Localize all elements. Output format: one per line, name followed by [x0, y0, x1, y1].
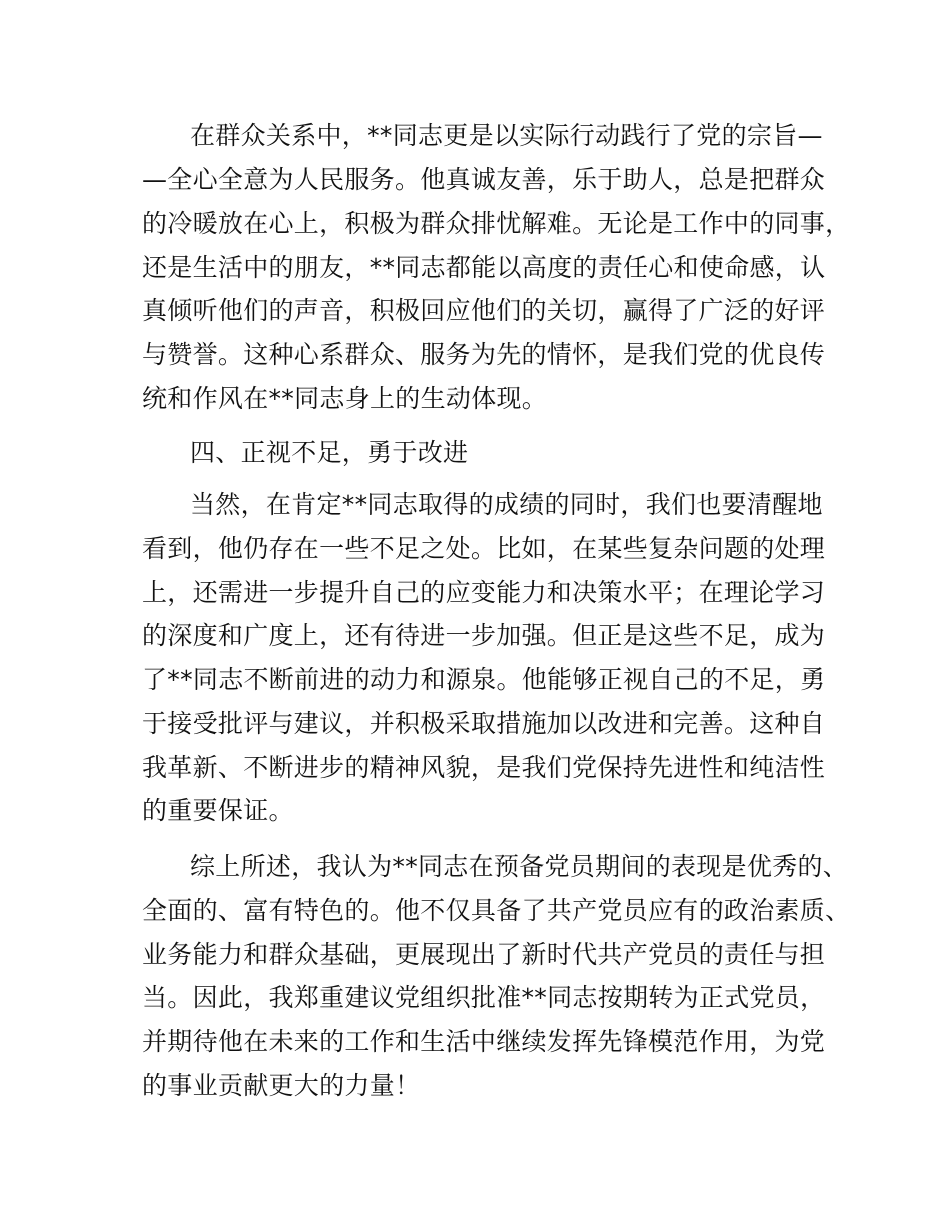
paragraph-3-line-1: 综上所述，我认为**同志在预备党员期间的表现是优秀的、: [190, 852, 849, 881]
paragraph-3-line-3: 业务能力和群众基础，更展现出了新时代共产党员的责任与担: [142, 940, 826, 969]
paragraph-2-line-5: 了**同志不断前进的动力和源泉。他能够正视自己的不足，勇: [142, 665, 826, 694]
paragraph-3-line-4: 当。因此，我郑重建议党组织批准**同志按期转为正式党员，: [142, 983, 826, 1012]
paragraph-3-line-6: 的事业贡献更大的力量！: [142, 1071, 421, 1100]
paragraph-1-line-6: 与赞誉。这种心系群众、服务为先的情怀，是我们党的优良传: [142, 340, 826, 369]
paragraph-1-line-4: 还是生活中的朋友，**同志都能以高度的责任心和使命感，认: [142, 253, 826, 282]
paragraph-3-line-5: 并期待他在未来的工作和生活中继续发挥先锋模范作用，为党: [142, 1027, 826, 1056]
paragraph-1-line-3: 的冷暖放在心上，积极为群众排忧解难。无论是工作中的同事，: [142, 209, 851, 238]
paragraph-1-line-5: 真倾听他们的声音，积极回应他们的关切，赢得了广泛的好评: [142, 296, 826, 325]
paragraph-2-line-4: 的深度和广度上，还有待进一步加强。但正是这些不足，成为: [142, 621, 826, 650]
paragraph-1-line-1: 在群众关系中，**同志更是以实际行动践行了党的宗旨—: [190, 121, 823, 150]
paragraph-2-line-6: 于接受批评与建议，并积极采取措施加以改进和完善。这种自: [142, 709, 826, 738]
paragraph-1-line-7: 统和作风在**同志身上的生动体现。: [142, 384, 548, 413]
paragraph-2-line-8: 的重要保证。: [142, 796, 294, 825]
paragraph-2-line-7: 我革新、不断进步的精神风貌，是我们党保持先进性和纯洁性: [142, 753, 826, 782]
paragraph-3-line-2: 全面的、富有特色的。他不仅具备了共产党员应有的政治素质、: [142, 896, 851, 925]
paragraph-1-line-2: —全心全意为人民服务。他真诚友善，乐于助人，总是把群众: [142, 165, 826, 194]
section-heading: 四、正视不足，勇于改进: [190, 438, 469, 467]
paragraph-2-line-2: 看到，他仍存在一些不足之处。比如，在某些复杂问题的处理: [142, 534, 826, 563]
paragraph-2-line-1: 当然，在肯定**同志取得的成绩的同时，我们也要清醒地: [190, 490, 823, 519]
paragraph-2-line-3: 上，还需进一步提升自己的应变能力和决策水平；在理论学习: [142, 578, 826, 607]
